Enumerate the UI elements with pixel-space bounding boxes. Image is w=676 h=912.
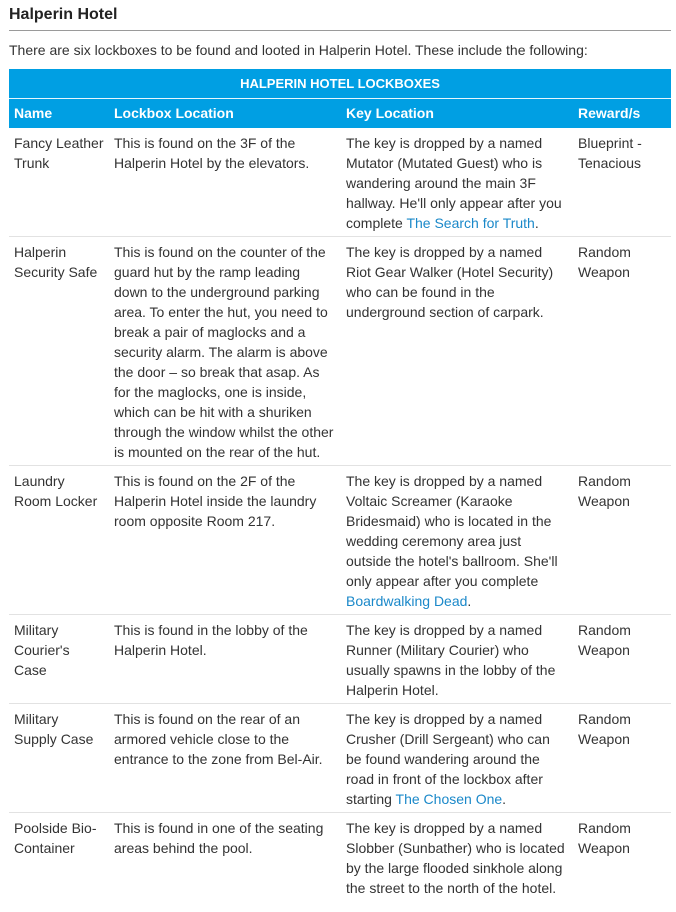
cell-reward: Random Weapon bbox=[573, 237, 671, 466]
header-rewards: Reward/s bbox=[573, 99, 671, 128]
quest-link-boardwalking-dead[interactable]: Boardwalking Dead bbox=[346, 593, 468, 609]
lockbox-table bbox=[9, 69, 671, 901]
cell-reward: Random Weapon bbox=[573, 615, 671, 704]
cell-lockbox-location: This is found in one of the seating areas behind the pool. bbox=[109, 813, 341, 902]
cell-reward: Blueprint - Tenacious bbox=[578, 135, 642, 171]
table-row bbox=[9, 813, 671, 902]
cell-key-location bbox=[341, 237, 573, 466]
cell-lockbox-location: This is found on the 3F of the Halperin Hotel by the elevators. bbox=[114, 135, 310, 171]
cell-key-location bbox=[341, 466, 573, 615]
cell-key-location bbox=[341, 704, 573, 813]
cell-lockbox-location: This is found on the 2F of the Halperin Hotel inside the laundry room opposite Room 217. bbox=[109, 466, 341, 615]
cell-name: Military Courier's Case bbox=[9, 615, 109, 704]
cell-lockbox-location: This is found on the rear of an armored vehicle close to the entrance to the zone from Bel-Air. bbox=[109, 704, 341, 813]
cell-name: Laundry Room Locker bbox=[9, 466, 109, 615]
key-text: The key is dropped by a named Voltaic Screamer (Karaoke Bridesmaid) who is located in the wedding ceremony area just outside the hotel's ballroom. She'll only appear after you complete bbox=[346, 473, 558, 589]
cell-reward: Random Weapon bbox=[573, 813, 671, 902]
table-row bbox=[9, 704, 671, 813]
key-text: The key is dropped by a named Mutator (Mutated Guest) who is wandering around the main 3F hallway. He'll only appear after you complete bbox=[346, 135, 562, 231]
table-row bbox=[9, 615, 671, 704]
table-row bbox=[9, 466, 671, 615]
cell-lockbox-location: This is found in the lobby of the Halperin Hotel. bbox=[109, 615, 341, 704]
key-text-end: . bbox=[534, 215, 539, 231]
cell-key-location bbox=[341, 813, 573, 902]
table-row bbox=[9, 128, 671, 237]
cell-key-location bbox=[341, 128, 573, 237]
cell-name: Halperin Security Safe bbox=[9, 237, 109, 466]
cell-lockbox-location: This is found on the counter of the guard hut by the ramp leading down to the underground parking area. To enter the hut, you need to break a pair of maglocks and a security alarm. The alarm is above the door – so break that asap. As for the maglocks, one is inside, which can be hit with a shuriken through the window whilst the other is mounted on the rear of the hut. bbox=[109, 237, 341, 466]
cell-name: Poolside Bio-Container bbox=[9, 813, 109, 902]
key-text: The key is dropped by a named Crusher (Drill Sergeant) who can be found wandering around the road in front of the lockbox after starting bbox=[346, 711, 550, 807]
header-name: Name bbox=[9, 99, 109, 128]
table-body bbox=[9, 128, 671, 901]
cell-name: Military Supply Case bbox=[9, 704, 109, 813]
header-lockbox-location: Lockbox Location bbox=[109, 99, 341, 128]
quest-link-search-for-truth[interactable]: The Search for Truth bbox=[406, 215, 535, 231]
table-header bbox=[9, 99, 671, 128]
key-text: The key is dropped by a named Runner (Military Courier) who usually spawns in the lobby of the Halperin Hotel. bbox=[346, 622, 556, 698]
header-key-location: Key Location bbox=[341, 99, 573, 128]
key-text-end: . bbox=[502, 791, 507, 807]
key-text: The key is dropped by a named Slobber (Sunbather) who is located by the large flooded sinkhole along the street to the north of the hotel. bbox=[346, 820, 565, 896]
table-caption: HALPERIN HOTEL LOCKBOXES bbox=[9, 69, 671, 99]
cell-key-location bbox=[341, 615, 573, 704]
header-row bbox=[9, 99, 671, 128]
page-title: Halperin Hotel bbox=[9, 0, 671, 31]
table-row bbox=[9, 237, 671, 466]
key-text-end: . bbox=[467, 593, 472, 609]
key-text: The key is dropped by a named Riot Gear Walker (Hotel Security) who can be found in the underground section of carpark. bbox=[346, 244, 554, 320]
quest-link-chosen-one[interactable]: The Chosen One bbox=[395, 791, 503, 807]
intro-text: There are six lockboxes to be found and looted in Halperin Hotel. These include the following: bbox=[9, 42, 588, 58]
cell-reward: Random Weapon bbox=[573, 704, 671, 813]
cell-reward: Random Weapon bbox=[573, 466, 671, 615]
cell-name: Fancy Leather Trunk bbox=[14, 135, 104, 171]
